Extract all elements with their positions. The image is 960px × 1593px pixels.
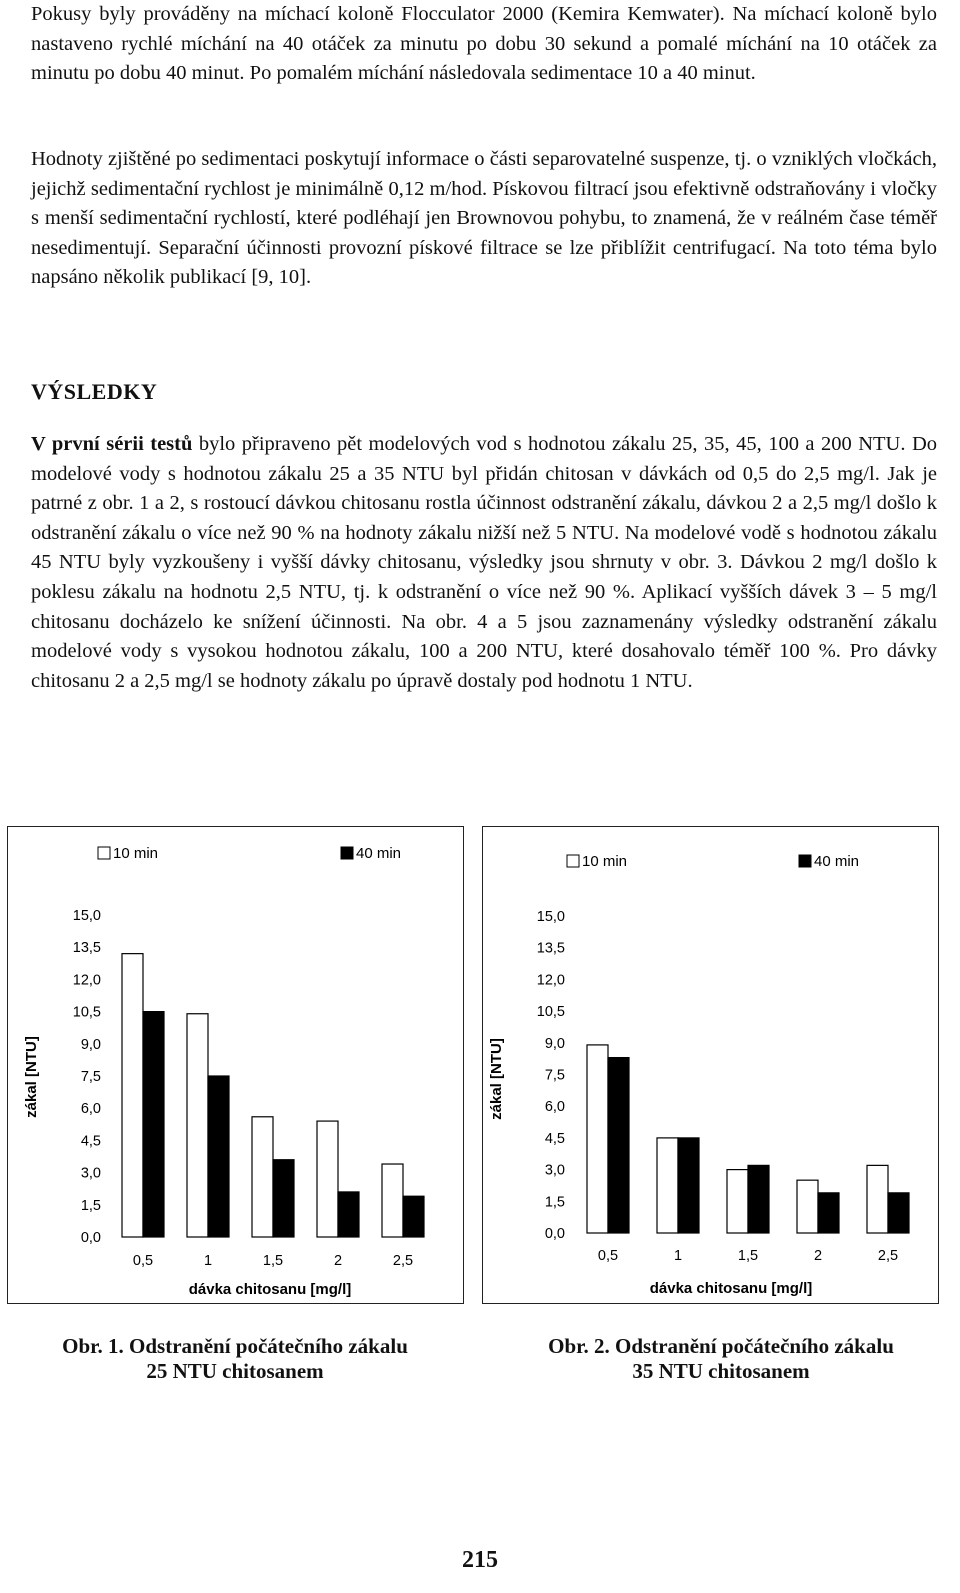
y-tick-label: 13,5	[72, 940, 101, 957]
paragraph-sedimentation: Hodnoty zjištěné po sedimentaci poskytují informace o části separovatelné suspenze, tj. o vzniklých vločkách, jejichž sedimentační rychlost je minimálně 0,12 m/hod. Pískovou filtrací jsou efektivně odstraňovány i vločky s menší sedimentační rychlostí, které podléhají jen Brownovou pohybu, to znamená, že v reálném čase téměř nesedimentují. Separační účinnosti provozní pískové filtrace se lze přiblížit centrifugací. Na toto téma bylo napsáno několik publikací [9, 10].	[31, 148, 937, 289]
legend-swatch-40min	[799, 855, 811, 867]
y-tick-label: 10,5	[536, 1004, 565, 1021]
legend-swatch-40min	[341, 847, 353, 859]
figure-2-caption-line2: 35 NTU chitosanem	[632, 1359, 810, 1383]
y-tick-label: 1,5	[80, 1197, 101, 1214]
y-axis-title: zákal [NTU]	[23, 1036, 40, 1118]
bar-40min-1	[608, 1058, 629, 1233]
y-tick-label: 12,0	[536, 972, 565, 989]
figure-1-caption	[0, 1334, 470, 1384]
figure-2-caption-line1: Obr. 2. Odstranění počátečního zákalu	[548, 1334, 894, 1358]
bar-10min-2	[187, 1014, 208, 1237]
bar-10min-1	[122, 954, 143, 1237]
bar-40min-1	[143, 1012, 164, 1237]
figure-1-caption-line1: Obr. 1. Odstranění počátečního zákalu	[62, 1334, 408, 1358]
bar-10min-1	[587, 1045, 608, 1233]
legend-swatch-10min	[98, 847, 110, 859]
bar-10min-4	[797, 1180, 818, 1233]
x-tick-label: 2	[333, 1253, 343, 1269]
bar-10min-2	[657, 1138, 678, 1233]
figure-2-caption	[486, 1334, 956, 1384]
x-tick-label: 2,5	[877, 1248, 899, 1264]
x-axis-title: dávka chitosanu [mg/l]	[188, 1281, 352, 1298]
section-heading: VÝSLEDKY	[31, 379, 158, 404]
bar-40min-4	[818, 1193, 839, 1233]
y-tick-label: 7,5	[544, 1067, 565, 1084]
bar-10min-5	[867, 1165, 888, 1233]
y-tick-label: 9,0	[544, 1035, 565, 1052]
chart-figure-1	[7, 826, 464, 1304]
y-tick-label: 6,0	[544, 1099, 565, 1116]
bar-40min-3	[748, 1165, 769, 1233]
y-tick-label: 0,0	[80, 1230, 101, 1246]
bar-10min-3	[252, 1117, 273, 1237]
paragraph-method: Pokusy byly prováděny na míchací koloně Flocculator 2000 (Kemira Kemwater). Na míchací koloně bylo nastaveno rychlé míchání na 40 otáček za minutu po dobu 30 sekund a pomalé míchání na 10 otáček za minutu po dobu 40 minut. Po pomalém míchání následovala sedimentace 10 a 40 minut.	[31, 3, 937, 85]
bar-40min-2	[208, 1076, 229, 1237]
bar-10min-3	[727, 1170, 748, 1233]
legend-label-40min: 40 min	[356, 845, 402, 862]
x-tick-label: 1	[673, 1248, 683, 1264]
y-tick-label: 1,5	[544, 1194, 565, 1211]
bar-10min-4	[317, 1121, 338, 1237]
x-tick-label: 2,5	[392, 1253, 414, 1269]
bar-10min-5	[382, 1164, 403, 1237]
figure-1-caption-line2: 25 NTU chitosanem	[146, 1359, 324, 1383]
x-tick-label: 1,5	[737, 1248, 759, 1264]
page-number: 215	[462, 1547, 498, 1573]
bar-40min-5	[888, 1193, 909, 1233]
legend-swatch-10min	[567, 855, 579, 867]
y-tick-label: 3,0	[80, 1165, 101, 1182]
paragraph-results-bold: V první sérii testů	[31, 433, 193, 455]
y-tick-label: 13,5	[536, 940, 565, 957]
legend-label-40min: 40 min	[814, 853, 860, 870]
paragraph-results-text: bylo připraveno pět modelových vod s hodnotou zákalu 25, 35, 45, 100 a 200 NTU. Do modelové vody s hodnotou zákalu 25 a 35 NTU byl přidán chitosan v dávkách od 0,5 do 2,5 mg/l. Jak je patrné z obr. 1 a 2, s rostoucí dávkou chitosanu rostla účinnost odstranění zákalu, dávkou 2 a 2,5 mg/l došlo k odstranění zákalu o více než 90 % na hodnoty zákalu nižší než 5 NTU. Na modelové vodě s hodnotou zákalu 45 NTU byly vyzkoušeny i vyšší dávky chitosanu, výsledky jsou shrnuty v obr. 3. Dávkou 2 mg/l došlo k poklesu zákalu na hodnotu 2,5 NTU, tj. k odstranění o více než 90 %. Aplikací vyšších dávek 3 – 5 mg/l chitosanu docházelo ke snížení účinnosti. Na obr. 4 a 5 jsou zaznamenány výsledky odstranění zákalu modelové vody s vysokou hodnotou zákalu, 100 a 200 NTU, které dosahovalo téměř 100 %. Pro dávky chitosanu 2 a 2,5 mg/l se hodnoty zákalu po úpravě dostaly pod hodnotu 1 NTU.	[31, 433, 937, 692]
chart-2-svg	[483, 827, 940, 1305]
x-tick-label: 0,5	[597, 1248, 619, 1264]
legend-label-10min: 10 min	[582, 853, 628, 870]
x-tick-label: 1,5	[262, 1253, 284, 1269]
y-tick-label: 6,0	[80, 1101, 101, 1118]
y-tick-label: 15,0	[72, 908, 101, 924]
x-axis-title: dávka chitosanu [mg/l]	[649, 1280, 813, 1297]
bar-40min-4	[338, 1192, 359, 1237]
y-tick-label: 4,5	[80, 1133, 101, 1150]
y-tick-label: 7,5	[80, 1069, 101, 1085]
bar-40min-5	[403, 1196, 424, 1237]
bar-40min-3	[273, 1160, 294, 1237]
y-tick-label: 12,0	[72, 972, 101, 989]
bar-40min-2	[678, 1138, 699, 1233]
legend-label-10min: 10 min	[113, 845, 159, 862]
chart-1-svg	[8, 827, 465, 1305]
x-tick-label: 0,5	[132, 1253, 154, 1269]
x-tick-label: 1	[203, 1253, 213, 1269]
y-tick-label: 10,5	[72, 1004, 101, 1021]
x-tick-label: 2	[813, 1248, 823, 1264]
y-tick-label: 0,0	[544, 1226, 565, 1242]
paragraph-results	[31, 430, 937, 696]
y-tick-label: 3,0	[544, 1162, 565, 1179]
y-tick-label: 9,0	[80, 1036, 101, 1053]
y-tick-label: 4,5	[544, 1130, 565, 1147]
y-axis-title: zákal [NTU]	[488, 1038, 505, 1120]
chart-figure-2	[482, 826, 939, 1304]
y-tick-label: 15,0	[536, 909, 565, 925]
